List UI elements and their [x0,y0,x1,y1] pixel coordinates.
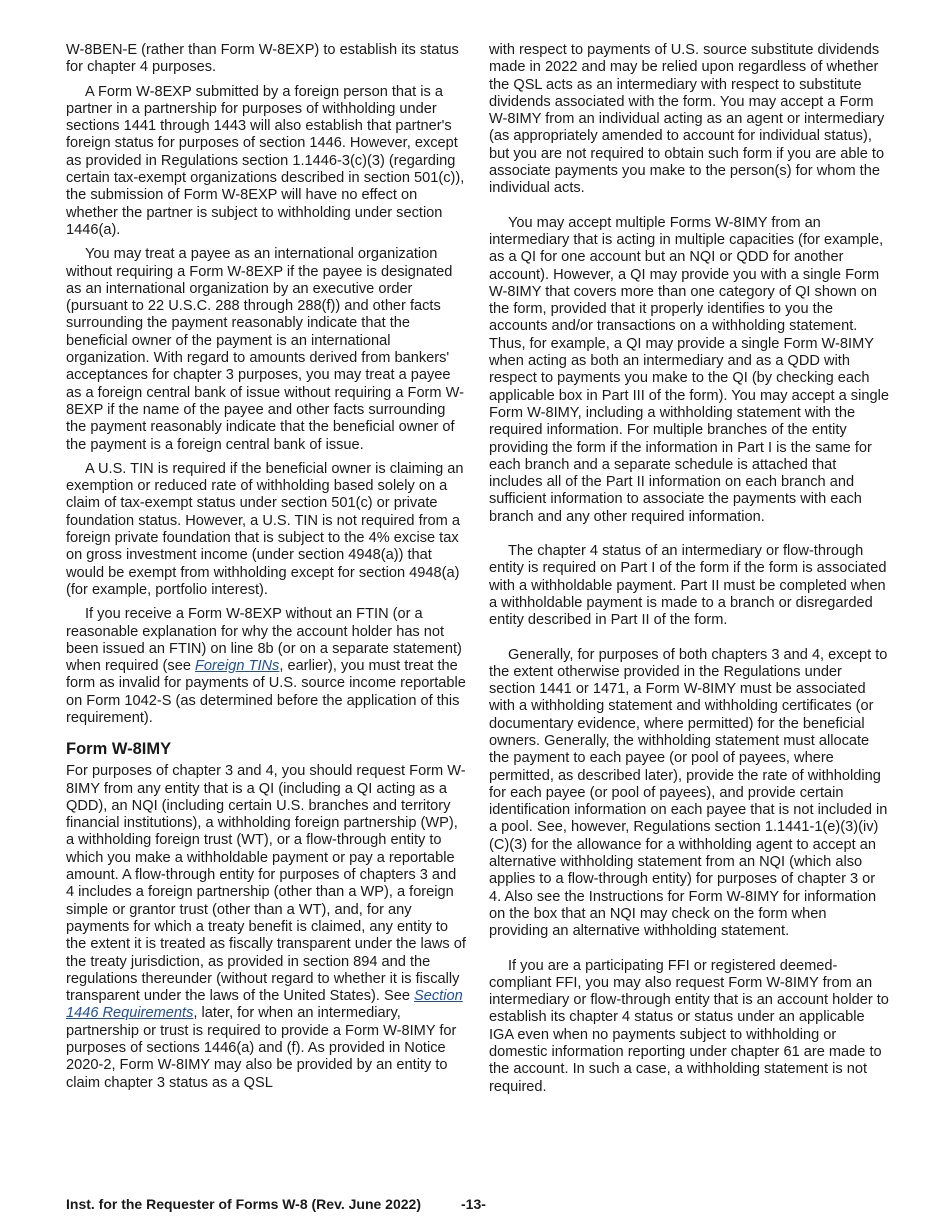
text-run: , earlier), you must treat the form as invalid for payments of U.S. source income reportable on Form 1042-S (as determined before the application of this requirement). [66,658,466,726]
paragraph: A Form W-8EXP submitted by a foreign person that is a partner in a partnership for purposes of withholding under sections 1441 through 1443 will also establish that partner's foreign status for purposes of section 1446. However, except as provided in Regulations section 1.1446-3(c)(3) (regarding certain tax-exempt organizations described in section 501(c)), the submission of Form W-8EXP will have no effect on whether the partner is subject to withholding under section 1446(a). [66,83,465,238]
paragraph: with respect to payments of U.S. source substitute dividends made in 2022 and may be relied upon regardless of whether the QSL acts as an intermediary with respect to substitute dividends associated with the form. You may accept a Form W-8IMY from an individual acting as an agent or intermediary (as appropriately amended to account for individual status), but you are not required to obtain such form if you are able to associate payments you make to the person(s) for whom the individual acts. [489,42,885,197]
footer-title: Inst. for the Requester of Forms W-8 (Rev. June 2022) [66,1196,421,1212]
paragraph: You may treat a payee as an international organization without requiring a Form W-8EXP if the payee is designated as an international organization by an executive order (pursuant to 22 U.S.C. 288 through 288(f)) and other facts surrounding the payment reasonably indicate that the beneficial owner of the payment is an international organization. With regard to amounts derived from bankers' acceptances for chapter 3 purposes, you may treat a payee as a foreign central bank of issue without requiring a Form W-8EXP if the name of the payee and other facts surrounding the payment reasonably indicate that the beneficial owner of the payment is a foreign central bank of issue. [66,246,465,453]
paragraph: Generally, for purposes of both chapters 3 and 4, except to the extent otherwise provided in the Regulations under section 1441 or 1471, a Form W-8IMY must be associated with a withholding statement and withholding certificates (or documentary evidence, where permitted) for the beneficial owners. Generally, the withholding statement must allocate the payment to each payee (or pool of payees, where permitted, as described later), provide the rate of withholding for each payee (or pool of payees), and provide certain identification information on each payee that is not included in a pool. See, however, Regulations section 1.1441-1(e)(3)(iv)(C)(3) for the allowance for a withholding agent to accept an alternative withholding statement from an NQI (which also applies to a flow-through entity) for purposes of chapter 3 or 4. Also see the Instructions for Form W-8IMY for information on the box that an NQI may check on the form when providing an alternative withholding statement. [489,646,888,940]
paragraph: If you are a participating FFI or registered deemed-compliant FFI, you may also request Form W-8IMY from an intermediary or flow-through entity that is an account holder to establish its chapter 4 status or status under an applicable IGA even when no payments subject to withholding or domestic information reporting under chapter 61 are made to the account. In such a case, a withholding statement is not required. [489,957,889,1095]
section-1446-requirements-link[interactable]: Section 1446 Requirements [66,988,463,1022]
paragraph: You may accept multiple Forms W-8IMY from an intermediary that is acting in multiple capacities (for example, as a QI for one account but an NQI or QDD for another account). However, a QI may provide you with a single Form W-8IMY that covers more than one category of QI shown on the form, provided that it properly identifies to you the accounts and/or transactions on a withholding statement. Thus, for example, a QI may provide a single Form W-8IMY when acting as both an intermediary and as a QDD with respect to payments you make to the QI (by checking each applicable box in Part III of the form). You may accept a single Form W-8IMY, including a withholding statement with the required information. For multiple branches of the entity providing the form if the information in Part I is the same for each branch and a separate schedule is attached that includes all of the Part II information on each branch and sufficient information to associate the payments with each branch and any other required information. [489,214,889,525]
text-run: , later, for when an intermediary, partnership or trust is required to provide a Form W-8IMY for purposes of sections 1446(a) and (f). As provided in Notice 2020-2, Form W-8IMY may also be provided by an entity to claim chapter 3 status as a QSL [66,1005,457,1091]
text-run: For purposes of chapter 3 and 4, you should request Form W-8IMY from any entity that is a QI (including a QI acting as a QDD), an NQI (including certain U.S. branches and territory financial institutions), a withholding foreign partnership (WP), a withholding foreign trust (WT), or a flow-through entity to which you make a withholdable payment or pay a reportable amount. A flow-through entity for purposes of chapters 3 and 4 includes a foreign partnership (other than a WP), a foreign simple or grantor trust (other than a WT), and, for any payments for which a treaty benefit is claimed, any entity to the extent it is treated as fiscally transparent under the laws of the treaty jurisdiction, as provided in section 894 and the regulations thereunder (without regard to whether it is fiscally transparent under the laws of the United States). See [66,763,466,1005]
page-footer [66,1196,486,1212]
section-heading: Form W-8IMY [66,740,172,759]
foreign-tins-link[interactable]: Foreign TINs [195,658,280,675]
paragraph [66,606,466,727]
paragraph: The chapter 4 status of an intermediary or flow-through entity is required on Part I of the form if the form is associated with a withholdable payment. Part II must be completed when a withholdable payment is made to a branch or disregarded entity described in Part II of the form. [489,543,887,629]
left-column [66,42,466,1099]
right-column [489,42,889,1113]
page-number: -13- [461,1196,486,1212]
text-run: If you receive a Form W-8EXP without an FTIN (or a reasonable explanation for why the account holder has not been issued an FTIN) on line 8b (or on a separate statement) when required (see [66,606,462,675]
paragraph [66,763,466,1092]
paragraph: W-8BEN-E (rather than Form W-8EXP) to establish its status for chapter 4 purposes. [66,42,459,76]
paragraph: A U.S. TIN is required if the beneficial owner is claiming an exemption or reduced rate of withholding based solely on a claim of tax-exempt status under section 501(c) or private foundation status. However, a U.S. TIN is not required from a foreign private foundation that is subject to the 4% excise tax on gross investment income (under section 4948(a)) that would be exempt from withholding except for section 4948(a) (for example, portfolio interest). [66,460,464,598]
